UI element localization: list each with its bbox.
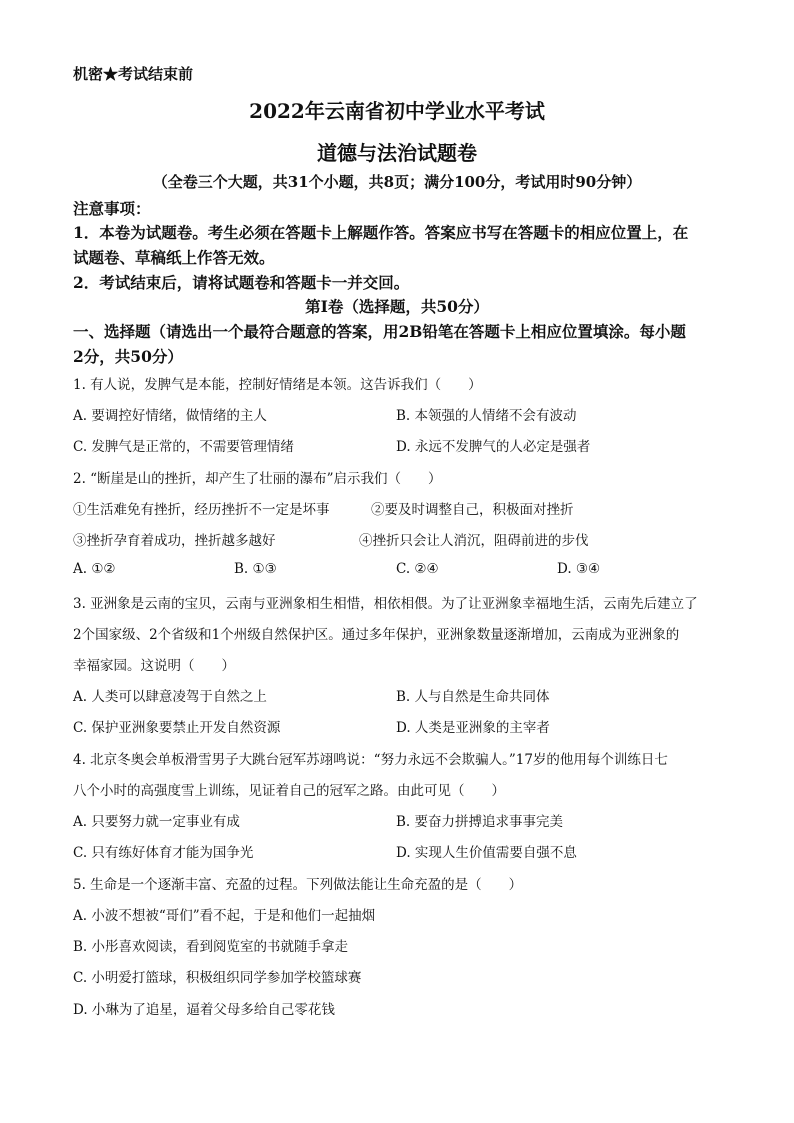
question-3-option-b: B. 人与自然是生命共同体 — [396, 689, 550, 705]
question-2-statement-2: ②要及时调整自己，积极面对挫折 — [371, 502, 574, 518]
section-instruction-line-1: 一、选择题（请选出一个最符合题意的答案，用2B铅笔在答题卡上相应位置填涂。每小题 — [73, 322, 686, 341]
question-3-option-d: D. 人类是亚洲象的主宰者 — [396, 720, 550, 736]
exam-info: （全卷三个大题，共31个小题，共8页；满分100分，考试用时90分钟） — [152, 173, 642, 191]
question-3-stem-line-1: 3. 亚洲象是云南的宝贝，云南与亚洲象相生相惜，相依相偎。为了让亚洲象幸福地生活，云南先后建立了 — [73, 596, 698, 612]
question-2-stem: 2. “断崖是山的挫折，却产生了壮丽的瀑布”启示我们（ ） — [73, 471, 442, 487]
question-3-option-a: A. 人类可以肆意凌驾于自然之上 — [73, 689, 267, 705]
notes-heading: 注意事项： — [73, 199, 151, 218]
question-4-option-c: C. 只有练好体育才能为国争光 — [73, 845, 254, 861]
note-1-line-1: 1．本卷为试题卷。考生必须在答题卡上解题作答。答案应书写在答题卡的相应位置上，在 — [73, 223, 689, 242]
question-2-option-a: A. ①② — [73, 561, 116, 577]
question-3-stem-line-3: 幸福家园。这说明（ ） — [73, 658, 235, 674]
question-2-statement-4: ④挫折只会让人消沉，阻碍前进的步伐 — [359, 533, 589, 549]
exam-title: 2022年云南省初中学业水平考试 — [249, 99, 545, 123]
question-3-stem-line-2: 2个国家级、2个省级和1个州级自然保护区。通过多年保护，亚洲象数量逐渐增加，云南成为亚洲象的 — [73, 627, 680, 643]
note-2: 2．考试结束后，请将试题卷和答题卡一并交回。 — [73, 273, 410, 292]
question-1-stem: 1. 有人说，发脾气是本能，控制好情绪是本领。这告诉我们（ ） — [73, 377, 482, 393]
exam-subtitle: 道德与法治试题卷 — [317, 141, 477, 165]
question-2-statement-3: ③挫折孕育着成功，挫折越多越好 — [73, 533, 276, 549]
question-1-option-a: A. 要调控好情绪，做情绪的主人 — [73, 408, 267, 424]
question-1-option-b: B. 本领强的人情绪不会有波动 — [396, 408, 577, 424]
question-4-option-b: B. 要奋力拼搏追求事事完美 — [396, 814, 564, 830]
confidential-label: 机密★考试结束前 — [73, 65, 194, 83]
question-3-option-c: C. 保护亚洲象要禁止开发自然资源 — [73, 720, 281, 736]
question-5-option-b: B. 小彤喜欢阅读，看到阅览室的书就随手拿走 — [73, 939, 349, 955]
question-2-option-b: B. ①③ — [234, 561, 277, 577]
question-4-option-d: D. 实现人生价值需要自强不息 — [396, 845, 577, 861]
question-1-option-d: D. 永远不发脾气的人必定是强者 — [396, 439, 591, 455]
note-1-line-2: 试题卷、草稿纸上作答无效。 — [73, 248, 275, 267]
question-5-option-d: D. 小琳为了追星，逼着父母多给自己零花钱 — [73, 1002, 335, 1018]
part-title: 第I卷（选择题，共50分） — [305, 297, 489, 316]
question-2-option-d: D. ③④ — [557, 561, 601, 577]
section-instruction-line-2: 2分，共50分） — [73, 347, 183, 366]
question-5-stem: 5. 生命是一个逐渐丰富、充盈的过程。下列做法能让生命充盈的是（ ） — [73, 877, 523, 893]
question-2-statement-1: ①生活难免有挫折，经历挫折不一定是坏事 — [73, 502, 330, 518]
question-5-option-a: A. 小波不想被“哥们”看不起，于是和他们一起抽烟 — [73, 908, 376, 924]
question-5-option-c: C. 小明爱打篮球，积极组织同学参加学校篮球赛 — [73, 970, 362, 986]
question-4-stem-line-2: 八个小时的高强度雪上训练，见证着自己的冠军之路。由此可见（ ） — [73, 783, 505, 799]
question-2-option-c: C. ②④ — [396, 561, 439, 577]
question-1-option-c: C. 发脾气是正常的，不需要管理情绪 — [73, 439, 294, 455]
question-4-option-a: A. 只要努力就一定事业有成 — [73, 814, 240, 830]
question-4-stem-line-1: 4. 北京冬奥会单板滑雪男子大跳台冠军苏翊鸣说：“努力永远不会欺骗人。”17岁的他用每个训练日七 — [73, 752, 668, 768]
